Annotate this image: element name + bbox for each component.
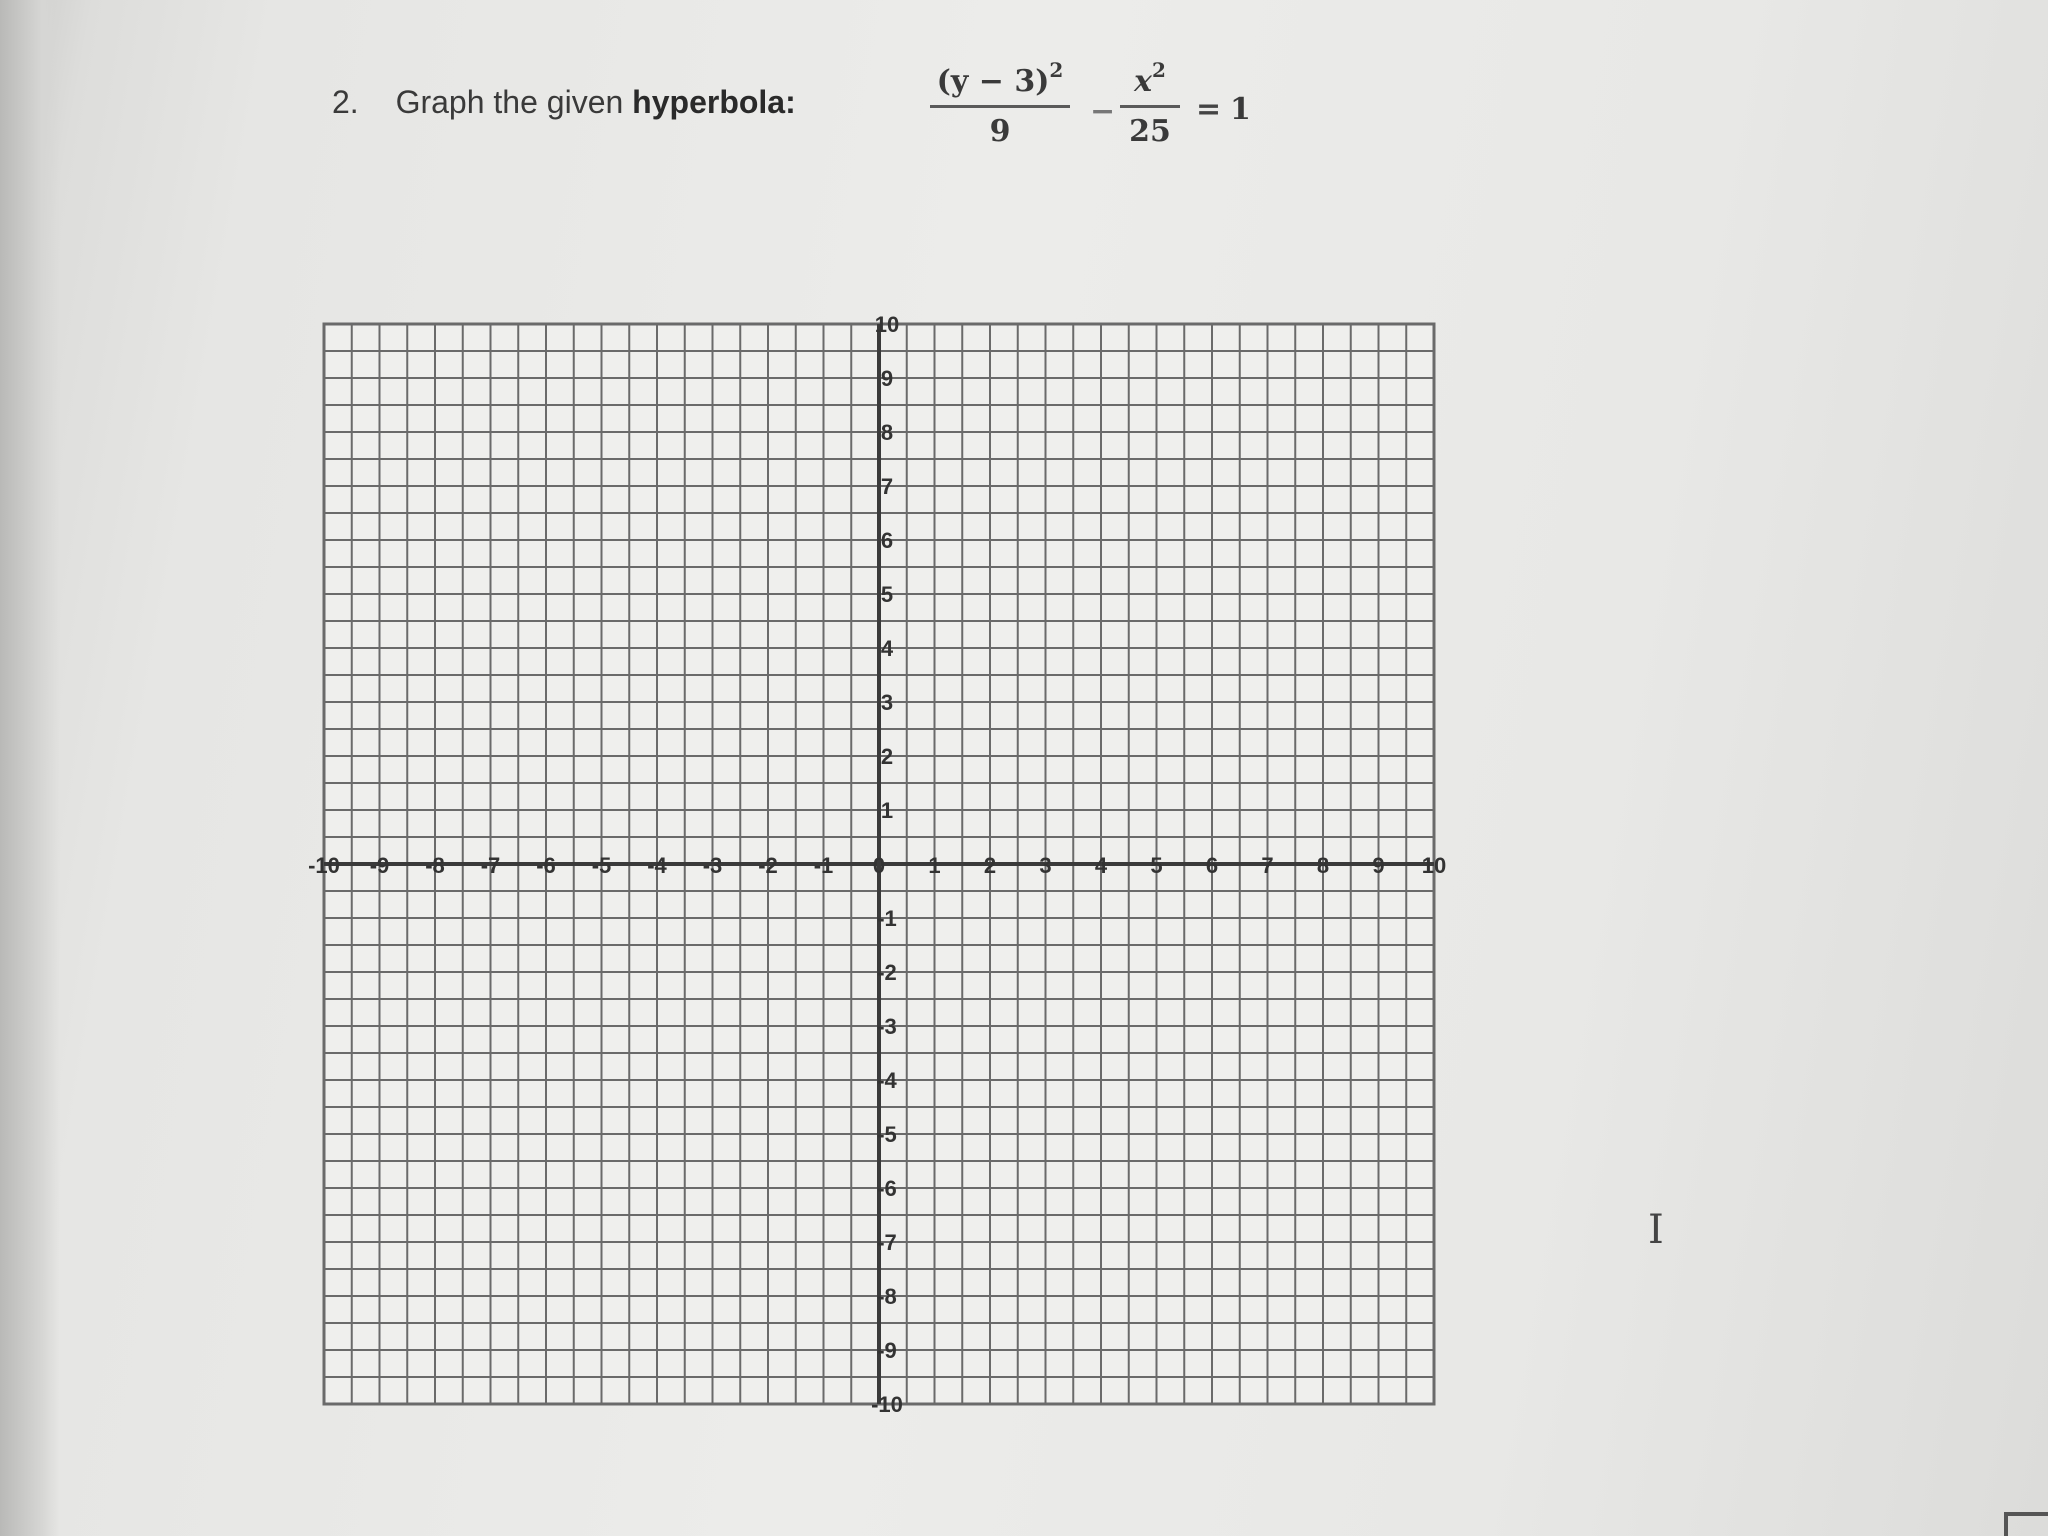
y-tick-label: -9	[877, 1338, 897, 1363]
y-tick-label: 9	[880, 366, 894, 391]
y-tick-label: 10	[874, 312, 900, 337]
y-tick-label: 6	[880, 528, 894, 553]
y-tick-label: 5	[880, 582, 894, 607]
x-tick-label: -10	[308, 853, 340, 878]
fraction-y-term	[930, 58, 1070, 149]
x-tick-label: -7	[480, 853, 501, 878]
y-tick-label: -4	[877, 1068, 897, 1093]
coordinate-grid[interactable]	[300, 300, 1500, 1460]
x-tick-label: 1	[928, 853, 941, 878]
y-tick-label: -2	[877, 960, 897, 985]
x-tick-label: -3	[702, 853, 723, 878]
y-tick-label: 8	[880, 420, 894, 445]
y-tick-label: 3	[880, 690, 894, 715]
x-tick-label: 3	[1039, 853, 1052, 878]
x-tick-label: 4	[1094, 853, 1108, 878]
y-tick-label: -6	[877, 1176, 897, 1201]
fraction-numerator: $x^2$	[1134, 58, 1166, 99]
x-tick-label: -4	[647, 853, 667, 878]
x-tick-label: -9	[369, 853, 390, 878]
question-text	[332, 84, 796, 121]
fraction-bar	[930, 105, 1070, 108]
x-tick-label: 7	[1261, 853, 1274, 878]
x-tick-label: -5	[591, 853, 612, 878]
y-tick-label: -7	[877, 1230, 897, 1255]
question-prompt: Graph the given	[395, 84, 624, 120]
fraction-numerator: $(y - 3)^2$	[936, 58, 1064, 99]
x-tick-label: -1	[813, 853, 834, 878]
window-corner	[2004, 1512, 2048, 1536]
x-tick-label: 8	[1316, 853, 1330, 878]
y-tick-label: 4	[880, 636, 894, 661]
fraction-x-term	[1120, 58, 1180, 149]
fraction-bar	[1120, 105, 1180, 108]
fraction-denominator: 25	[1129, 114, 1171, 149]
y-tick-label: -8	[877, 1284, 897, 1309]
x-tick-label: -6	[536, 853, 556, 878]
x-tick-label: -2	[758, 853, 778, 878]
minus-sign: −	[1090, 94, 1116, 129]
question-keyword: hyperbola:	[632, 84, 796, 120]
equation-rhs: 1	[1230, 92, 1251, 127]
y-tick-label: 1	[880, 798, 894, 823]
x-tick-label: 0	[872, 853, 886, 878]
y-tick-label: 2	[880, 744, 894, 769]
text-cursor-icon: I	[1648, 1207, 1664, 1253]
x-tick-label: -8	[425, 853, 445, 878]
y-tick-label: -10	[871, 1392, 903, 1417]
x-tick-label: 10	[1421, 853, 1447, 878]
x-tick-label: 9	[1372, 853, 1385, 878]
y-tick-label: -3	[877, 1014, 897, 1039]
y-tick-label: -5	[877, 1122, 897, 1147]
equals-sign: =	[1196, 92, 1222, 127]
question-number: 2.	[332, 84, 359, 120]
screen-edge	[0, 0, 60, 1536]
y-tick-label: -1	[877, 906, 897, 931]
y-tick-label: 7	[880, 474, 894, 499]
x-tick-label: 5	[1150, 853, 1163, 878]
fraction-denominator: 9	[989, 114, 1011, 149]
x-tick-label: 2	[983, 853, 997, 878]
x-tick-label: 6	[1205, 853, 1219, 878]
